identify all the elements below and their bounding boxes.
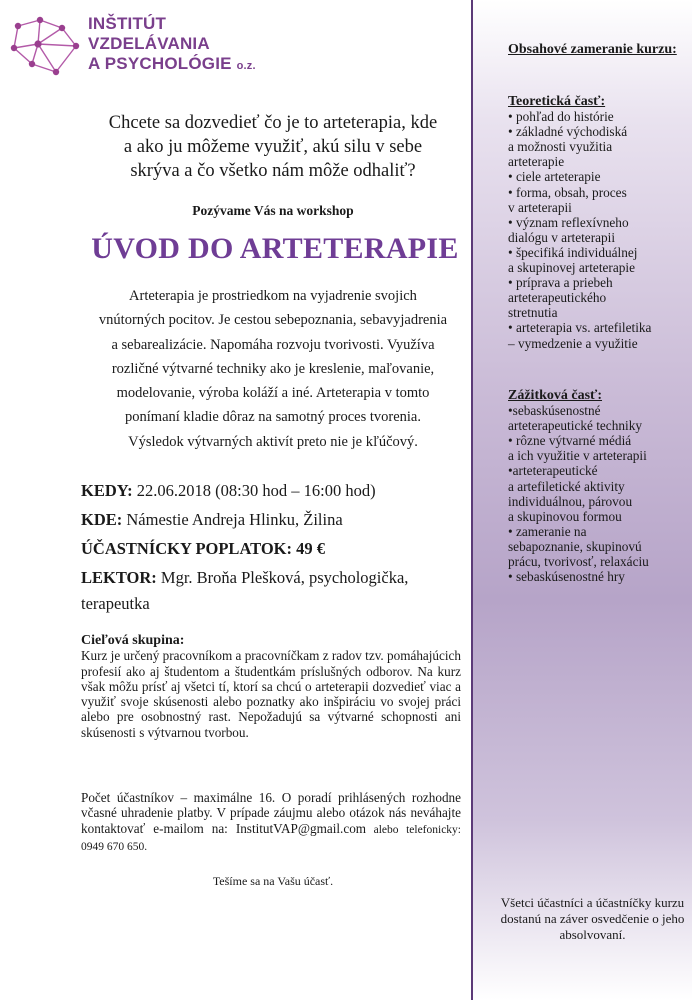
list-item: •arteterapeutické <box>508 463 598 479</box>
list-item: individuálnou, párovou <box>508 493 633 509</box>
list-item: a možnosti využitia <box>508 139 613 155</box>
info-where <box>81 507 471 533</box>
thanks-text: Tešíme sa na Vašu účasť. <box>212 874 334 888</box>
list-item: • sebaskúsenostné hry <box>508 569 625 585</box>
logo-text <box>88 14 256 76</box>
workshop-title: ÚVOD DO ARTETERAPIE <box>91 232 459 265</box>
where-label: KDE: <box>81 510 123 529</box>
list-item: • základné východiská <box>508 124 628 140</box>
info-when <box>81 478 471 504</box>
logo-suffix: o.z. <box>236 60 256 72</box>
list-item: – vymedzenie a využitie <box>508 335 638 351</box>
list-item: sebapoznanie, skupinovú <box>508 538 642 554</box>
logo <box>10 14 270 80</box>
description-line: rozličné výtvarné techniky ako je kreslenie, maľovanie, <box>111 360 435 377</box>
description-line: Arteterapia je prostriedkom na vyjadrenie svojich <box>129 288 417 304</box>
description <box>80 284 466 454</box>
invite-text: Pozývame Vás na workshop <box>192 203 354 218</box>
when-value: 22.06.2018 (08:30 hod – 16:00 hod) <box>132 481 376 500</box>
experience-section <box>508 388 688 584</box>
description-line: vnútorných pocitov. Je cestou sebepoznania, sebavyjadrenia <box>98 312 448 329</box>
info-fee <box>81 536 471 562</box>
list-item: arteterapie <box>508 154 565 170</box>
phone-text: alebo telefonicky: 0949 670 650. <box>81 823 461 853</box>
target-text: Kurz je určený pracovníkom a pracovníčkam z radov tzv. pomáhajúcich profesií ako aj študentom a študentkám príslušných odborov. Na kurz však môžu prísť aj všetci tí, ktorí sa chcú o arteterapii dozvedieť viac a využiť svoje skúsenosti alebo poznatky ako inšpiráciu vo svojej práci alebo pre osobnostný rast. Nepožadujú sa výtvarné schopnosti ani skúsenosti s výtvarnou tvorbou. <box>81 648 461 740</box>
lector-value: Mgr. Broňa Plešková, psychologička, <box>156 568 409 587</box>
when-label: KEDY: <box>81 481 133 500</box>
list-item: v arteterapii <box>508 199 572 215</box>
sidebar-heading: Obsahové zameranie kurzu: <box>508 42 677 57</box>
list-item: stretnutia <box>508 305 558 321</box>
list-item: • pohľad do histórie <box>508 109 614 125</box>
logo-line-2: VZDELÁVANIA <box>88 34 210 53</box>
lector-value-2: terapeutka <box>81 594 150 613</box>
experience-heading: Zážitková časť: <box>508 388 603 403</box>
list-item: arteterapeutického <box>508 290 607 306</box>
target-group <box>81 633 461 740</box>
intro-line: a ako ju môžeme využiť, akú silu v sebe <box>123 137 423 157</box>
description-line: modelovanie, výroba koláží a iné. Arteterapia v tomto <box>116 385 430 402</box>
list-item: • forma, obsah, proces <box>508 184 627 200</box>
theory-section <box>508 94 688 351</box>
intro-line: skrýva a čo všetko nám môže odhaliť? <box>130 161 416 181</box>
list-item: • význam reflexívneho <box>508 214 629 230</box>
description-line: Výsledok výtvarných aktivít preto nie je kľúčový. <box>128 433 418 450</box>
list-item: • rôzne výtvarné médiá <box>508 433 632 449</box>
logo-line-3 <box>88 54 256 76</box>
list-item: a ich využitie v arteterapii <box>508 448 647 464</box>
lector-label: LEKTOR: <box>81 568 157 587</box>
theory-heading: Teoretická časť: <box>508 94 606 109</box>
sidebar-footer: Všetci účastníci a účastníčky kurzu dostanú na záver osvedčenie o jeho absolvovaní. <box>500 895 685 942</box>
logo-line-1: INŠTITÚT <box>88 14 167 33</box>
description-line: a sebarealizácie. Napomáha rozvoju tvorivosti. Využíva <box>111 336 435 353</box>
info-lector <box>81 565 471 617</box>
list-item: dialógu v arteterapii <box>508 229 616 245</box>
network-logo-icon <box>10 16 82 78</box>
description-line: ponímaní kladie dôraz na samotný proces tvorenia. <box>125 409 421 426</box>
list-item: • zameranie na <box>508 523 587 539</box>
list-item: a skupinovou formou <box>508 508 622 524</box>
intro-question <box>80 111 466 183</box>
list-item: • ciele arteterapie <box>508 169 601 185</box>
participant-text: Počet účastníkov – maximálne 16. O poradí prihlásených rozhodne včasné uhradenie platby. V prípade záujmu alebo otázok nás neváhajte kontaktovať e-mailom na: InstitutVAP@gmail.com <box>81 790 461 836</box>
where-value: Námestie Andreja Hlinku, Žilina <box>122 510 343 529</box>
list-item: • špecifiká individuálnej <box>508 244 638 260</box>
list-item: arteterapeutické techniky <box>508 418 643 434</box>
list-item: •sebaskúsenostné <box>508 403 601 419</box>
list-item: • arteterapia vs. artefiletika <box>508 320 652 336</box>
list-item: • príprava a priebeh <box>508 275 613 291</box>
list-item: prácu, tvorivosť, relaxáciu <box>508 554 649 570</box>
participant-info <box>81 790 461 855</box>
list-item: a skupinovej arteterapie <box>508 260 636 276</box>
target-heading: Cieľová skupina: <box>81 633 185 648</box>
list-item: a artefiletické aktivity <box>508 478 625 494</box>
fee-label: ÚČASTNÍCKY POPLATOK: 49 € <box>81 539 326 558</box>
logo-line-3-text: A PSYCHOLÓGIE <box>88 54 232 73</box>
intro-line: Chcete sa dozvedieť čo je to arteterapia, kde <box>108 113 438 133</box>
